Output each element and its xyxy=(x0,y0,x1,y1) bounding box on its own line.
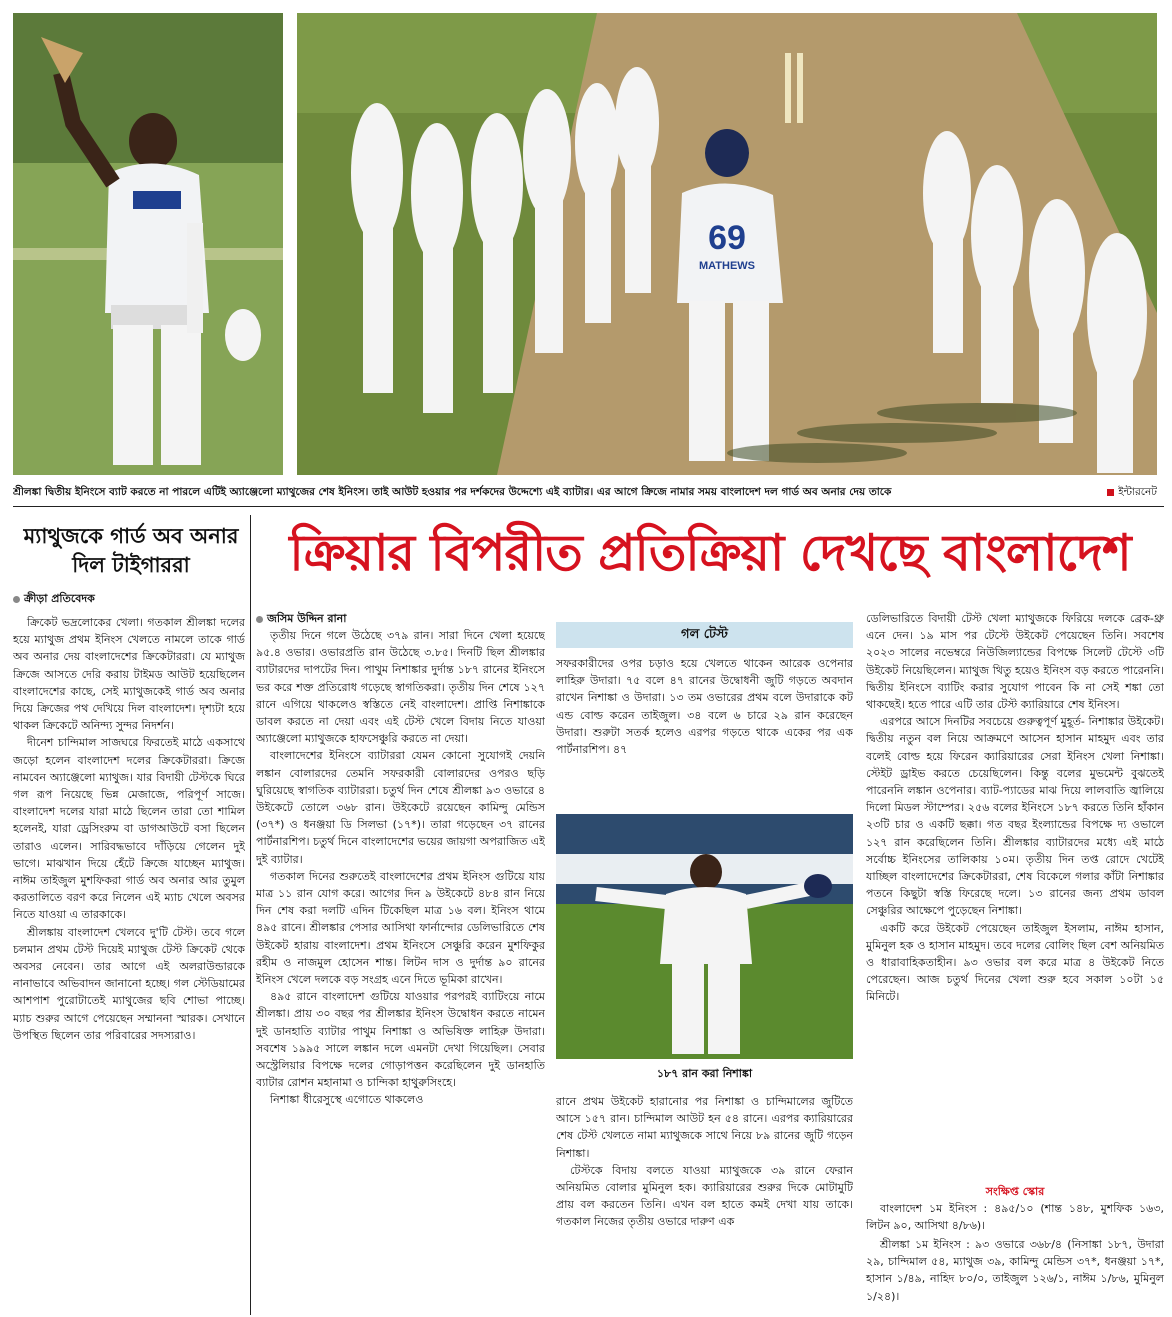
paragraph: দীনেশ চান্দিমাল সাজঘরে ফিরতেই মাঠে একসাথে জড়ো হলেন বাংলাদেশ দলের ক্রিকেটাররা। ক্রিজে নামবেন অ্যাঞ্জেলো ম্যাথুজ। যার বিদায়ী টেস্টকে ঘিরে গল রূপ নিয়েছে ভিন্ন মেজাজে, পরিপূর্ণ সাজে। বাংলাদেশ দলের যারা মাঠে ছিলেন তারা তো শামিল হলেনই, যারা ড্রেসিংরুম বা ডাগআউটে বসা ছিলেন তারাও এলেন। সারিবদ্ধভাবে দাঁড়িয়ে গেলেন দুই ভাগে। মাঝখান দিয়ে হেঁটে ক্রিজে যাচ্ছেন ম্যাথুজ। নাঈম তাইজুল মুশফিকরা গার্ড অব অনার আর তুমুল করতালিতে বরণ করে নিলেন এই ম্যাচ খেলে অবসর নিতে যাওয়া এ তারকাকে। xyxy=(13,736,245,922)
side-story-headline: ম্যাথুজকে গার্ড অব অনার দিল টাইগাররা xyxy=(23,524,239,577)
score-line: বাংলাদেশ ১ম ইনিংস : ৪৯৫/১০ (শান্ত ১৪৮, মুশফিক ১৬৩, লিটন ৯০, আসিথা ৪/৮৬)। xyxy=(866,1202,1164,1233)
photo-caption-text: শ্রীলঙ্কা দ্বিতীয় ইনিংসে ব্যাট করতে না পারলে এটিই অ্যাঞ্জেলো ম্যাথুজের শেষ ইনিংস। তাই আউট হওয়ার পর দর্শকদের উদ্দেশ্যে এই ব্যাটার। এর আগে ক্রিজে নামার সময় বাংলাদেশ দল গার্ড অব অনার দেয় তাকে xyxy=(13,486,892,498)
jersey-name: MATHEWS xyxy=(698,260,756,272)
side-story-byline xyxy=(13,591,95,607)
paragraph: ক্রিকেট ভদ্রলোকের খেলা। গতকাল শ্রীলঙ্কা দলের হয়ে ম্যাথুজ প্রথম ইনিংস খেলতে নামলে তাকে গার্ড অব অনার দেয় বাংলাদেশের ক্রিকেটাররা। যে ম্যাথুজ ক্রিজে আসতে দেরি করায় টাইমড আউট হয়েছিলেন বাংলাদেশের কাছে, সেই ম্যাথুজকেই গার্ড অব অনার দিয়ে ক্রিজের পথ দেখিয়ে দিল বাংলাদেশ। দৃশ্যটা হয়ে থাকল ক্রিকেটে অনিন্দ্য সুন্দর নিদর্শন। xyxy=(13,616,245,733)
scoreboard-bangladesh xyxy=(866,1200,1164,1234)
section-divider xyxy=(13,506,1164,507)
credit-marker-icon xyxy=(1107,489,1114,496)
paragraph: নিশাঙ্কা ধীরেসুস্থে এগোতে থাকলেও xyxy=(270,1093,424,1107)
side-story-byline-text: ক্রীড়া প্রতিবেদক xyxy=(24,592,95,605)
column-divider xyxy=(250,515,251,1315)
nissanka-celebration-photo xyxy=(556,814,853,1059)
paragraph: একটি করে উইকেট পেয়েছেন তাইজুল ইসলাম, নাঈম হাসান, মুমিনুল হক ও হাসান মাহমুদ। তবে দলের বোলিং ছিল বেশ অনিয়মিত ও ধারাবাহিকতাহীন। ৯৩ ওভার বল করে মাত্র ৪ উইকেট নিতে পেরেছেন। আজ চতুর্থ দিনের খেলা শুরু হবে সকাল ১০টা ১৫ মিনিটে। xyxy=(866,921,1164,1004)
main-story-byline-text: জসিম উদ্দিন রানা xyxy=(267,612,347,625)
main-story-column-2-bottom xyxy=(556,1093,853,1315)
main-story-byline xyxy=(256,611,346,627)
paragraph: বাংলাদেশের ইনিংসে ব্যাটাররা যেমন কোনো সুযোগই দেয়নি লঙ্কান বোলারদের তেমনি সফরকারী বোলারদের ওপরও ছড়ি ঘুরিয়েছে স্বাগতিক ব্যাটাররা। চতুর্থ দিন শেষে শ্রীলঙ্কা ৯৩ ওভারে ৪ উইকেটে তোলে ৩৬৮ রান। উইকেটে রয়েছেন কামিন্দু মেন্ডিস (৩৭*) ও ধনঞ্জয়া ডি সিলভা (১৭*)। তারা গড়েছেন ৩৭ রানের পার্টনারশিপ। চতুর্থ দিনে বাংলাদেশের ভয়ের জায়গা অপরাজিত এই দুই ব্যাটার। xyxy=(256,749,545,866)
paragraph: শ্রীলঙ্কায় বাংলাদেশ খেলবে দু'টি টেস্ট। তবে গলে চলমান প্রথম টেস্ট দিয়েই ম্যাথুজ টেস্ট ক্রিকেট থেকে অবসর নেবেন। তার আগে এই অলরাউন্ডারকে নানাভাবে অভিবাদন জানানো হচ্ছে। গল স্টেডিয়ামের আশপাশ পুরোটাতেই ম্যাথুজের ছবি শোভা পাচ্ছে। ম্যাচ শুরুর আগে পেয়েছেন সম্মাননা স্মারক। সেখানে উপস্থিত ছিলেন তার পরিবারের সদস্যরাও। xyxy=(13,925,245,1042)
main-story-column-1 xyxy=(256,627,545,1315)
byline-bullet-icon xyxy=(13,596,20,603)
paragraph: ডেলিভারিতে বিদায়ী টেস্ট খেলা ম্যাথুজকে ফিরিয়ে দলকে ব্রেক-থ্রু এনে দেন। ১৯ মাস পর টেস্টে উইকেট পেয়েছেন তিনি। সবশেষ ২০২৩ সালের নভেম্বরে নিউজিল্যান্ডের বিপক্ষে সিলেট টেস্টে ৩টি উইকেট নিয়েছিলেন। ম্যাথুজ থিতু হয়েও ইনিংস বড় করতে পারেননি। দ্বিতীয় ইনিংসে ব্যাটিং করার সুযোগ পাবেন কি না সেই শঙ্কা তো থাকছেই। হতে পারে এটি তার টেস্ট ক্যারিয়ারে শেষ ইনিংস। xyxy=(866,612,1164,712)
section-box-title: গল টেস্ট xyxy=(556,622,853,648)
photo-caption xyxy=(13,483,1157,501)
paragraph: সফরকারীদের ওপর চড়াও হয়ে খেলতে থাকেন আরেক ওপেনার লাহিরু উদারা। ৭৫ বলে ৪৭ রানের উদ্বোধনী জুটি গড়তে অবদান রাখেন নিশাঙ্কা ও উদারা। ১৩ তম ওভারের প্রথম বলে উদারাকে কট এন্ড বোল্ড করেন তাইজুল। ৩৪ বলে ৬ চারে ২৯ রান করেছেন উদারা। শুরুটা সতর্ক হলেও এরপর গড়তে থাকে একের পর এক পার্টনারশিপ। ৪৭ xyxy=(556,657,853,757)
scoreboard-srilanka xyxy=(866,1236,1164,1305)
side-story-body xyxy=(13,614,245,1316)
score-line: শ্রীলঙ্কা ১ম ইনিংস : ৯৩ ওভারে ৩৬৮/৪ (নিসাঙ্কা ১৮৭, উদারা ২৯, চান্দিমাল ৫৪, ম্যাথুজ ৩৯, কামিন্দু মেন্ডিস ৩৭*, ধনঞ্জয়া ১৭*, হাসান ১/৪৯, নাহিদ ৮০/০, তাইজুল ১২৬/১, নাঈম ১/৮৬, মুমিনুল ১/২৪)। xyxy=(866,1238,1164,1303)
paragraph: টেস্টকে বিদায় বলতে যাওয়া ম্যাথুজকে ৩৯ রানে ফেরান অনিয়মিত বোলার মুমিনুল হক। ক্যারিয়ারের শুরুর দিকে মোটামুটি প্রায় বল করতেন তিনি। এখন বল হাতে কমই দেখা যায় তাকে। গতকাল নিজের তৃতীয় ওভারে দারুণ এক xyxy=(556,1163,853,1229)
paragraph: এরপরে আসে দিনটির সবচেয়ে গুরুত্বপূর্ণ মুহূর্ত- নিশাঙ্কার উইকেট। দ্বিতীয় নতুন বল নিয়ে আক্রমণে আসেন হাসান মাহমুদ এবং তার বলেই বোল্ড হয়ে ফিরেন ক্যারিয়ারের সেরা ইনিংস খেলা নিশাঙ্কা। স্টেইট ড্রাইভ করতে চেয়েছিলেন। কিন্তু বলের মুভমেন্ট বুঝতেই পারেননি লঙ্কান ওপেনার। ব্যাট-প্যাডের মাঝ দিয়ে লালবাতি জ্বালিয়ে দিলো মিডল স্টাম্পের। ২৫৬ বলের ইনিংসে ১৮৭ করতে তিনি হাঁকান ২৩টি চার ও একটি ছক্কা। গত বছর ইংল্যান্ডের বিপক্ষে দ্য ওভালে ১২৭ রান করেছিলেন তিনি। শ্রীলঙ্কার ব্যাটারদের মধ্যে এই মাঠে সর্বোচ্চ ইনিংসের তালিকায় ১০ম। তৃতীয় দিন তপ্ত রোদে খেটেই যাচ্ছিল বাংলাদেশের ক্রিকেটাররা, শেষ বিকেলে গলার কাঁটা নিশাঙ্কার পতনে কিছুটা স্বস্তি ফিরেছে দলে। ১৩ রানের জন্য প্রথম ডাবল সেঞ্চুরির আক্ষেপে পুড়েছেন নিশাঙ্কা। xyxy=(866,715,1164,918)
photo-credit-text: ইন্টারনেট xyxy=(1118,486,1157,498)
paragraph: ৪৯৫ রানে বাংলাদেশ গুটিয়ে যাওয়ার পরপরই ব্যাটিংয়ে নামে শ্রীলঙ্কা। প্রায় ৩০ বছর পর শ্রীলঙ্কার ইনিংস উদ্বোধন করতে নামেন দুই ডানহাতি ব্যাটার পাথুম নিশাঙ্কা ও অভিষিক্ত লাহিরু উদারা। সবশেষ ১৯৯৫ সালে লঙ্কান দলে এমনটা দেখা গিয়েছিল। সেবার অস্ট্রেলিয়ার বিপক্ষে দলের গোড়াপত্তন করেছিলেন দুই ডানহাতি ব্যাটার রোশন মহানামা ও চান্দিকা হাথুরুসিংহে। xyxy=(256,990,545,1090)
scoreboard-title: সংক্ষিপ্ত স্কোর xyxy=(985,1185,1045,1198)
main-headline: ক্রিয়ার বিপরীত প্রতিক্রিয়া দেখছে বাংলাদেশ xyxy=(289,524,1131,582)
paragraph: তৃতীয় দিনে গলে উঠেছে ৩৭৯ রান। সারা দিনে খেলা হয়েছে ৯৫.৪ ওভার। ওভারপ্রতি রান উঠেছে ৩.৮৫। দিনটি ছিল শ্রীলঙ্কার ব্যাটারদের দাপটের দিন। পাথুম নিশাঙ্কার দুর্দান্ত ১৮৭ রানের ইনিংসে ভর করে শক্ত প্রতিরোধ গড়েছে স্বাগতিকরা। তৃতীয় দিন শেষে ১২৭ রানে এগিয়ে থাকলেও স্বস্তিতে নেই বাংলাদেশ। প্রাপ্তি নিশাঙ্কাকে ডাবল করতে না দেয়া এবং এই টেস্ট খেলে বিদায় নিতে যাওয়া অ্যাঞ্জেলো ম্যাথুজকে হাফসেঞ্চুরি করতে না দেয়া। xyxy=(256,629,545,746)
paragraph: রানে প্রথম উইকেট হারানোর পর নিশাঙ্কা ও চান্দিমালের জুটিতে আসে ১৫৭ রান। চান্দিমাল আউট হন ৫৪ রানে। এরপর ক্যারিয়ারের শেষ টেস্ট খেলতে নামা ম্যাথুজকে সাথে নিয়ে ৮৯ রানের জুটি গড়েন নিশাঙ্কা। xyxy=(556,1095,853,1160)
photo-credit xyxy=(1107,483,1157,501)
mathews-farewell-photo xyxy=(13,13,283,475)
inset-photo-caption: ১৮৭ রান করা নিশাঙ্কা xyxy=(656,1067,753,1080)
byline-bullet-icon xyxy=(256,616,263,623)
paragraph: গতকাল দিনের শুরুতেই বাংলাদেশের প্রথম ইনিংস গুটিয়ে যায় মাত্র ১১ রান যোগ করে। আগের দিন ৯ উইকেটে ৪৮৪ রান নিয়ে দিন শেষ করা দলটি এদিন টিকেছিল মাত্র ১৬ বল। ইনিংস থামে ৪৯৫ রানে। শ্রীলঙ্কার পেসার আসিথা ফার্নান্দোর ডেলিভারিতে শেষ উইকেট হারায় বাংলাদেশ। প্রথম ইনিংসে সেঞ্চুরি করেন মুশফিকুর রহীম ও নাজমুল হোসেন শান্ত। লিটন দাস ও দুর্দান্ত ৯০ রানের ইনিংস খেলে দলকে বড় সংগ্রহ এনে দিতে ভূমিকা রাখেন। xyxy=(256,869,545,987)
guard-of-honour-photo xyxy=(297,13,1157,475)
main-story-column-2-top xyxy=(556,655,853,807)
jersey-number: 69 xyxy=(708,219,746,257)
main-story-column-3 xyxy=(866,610,1164,1184)
